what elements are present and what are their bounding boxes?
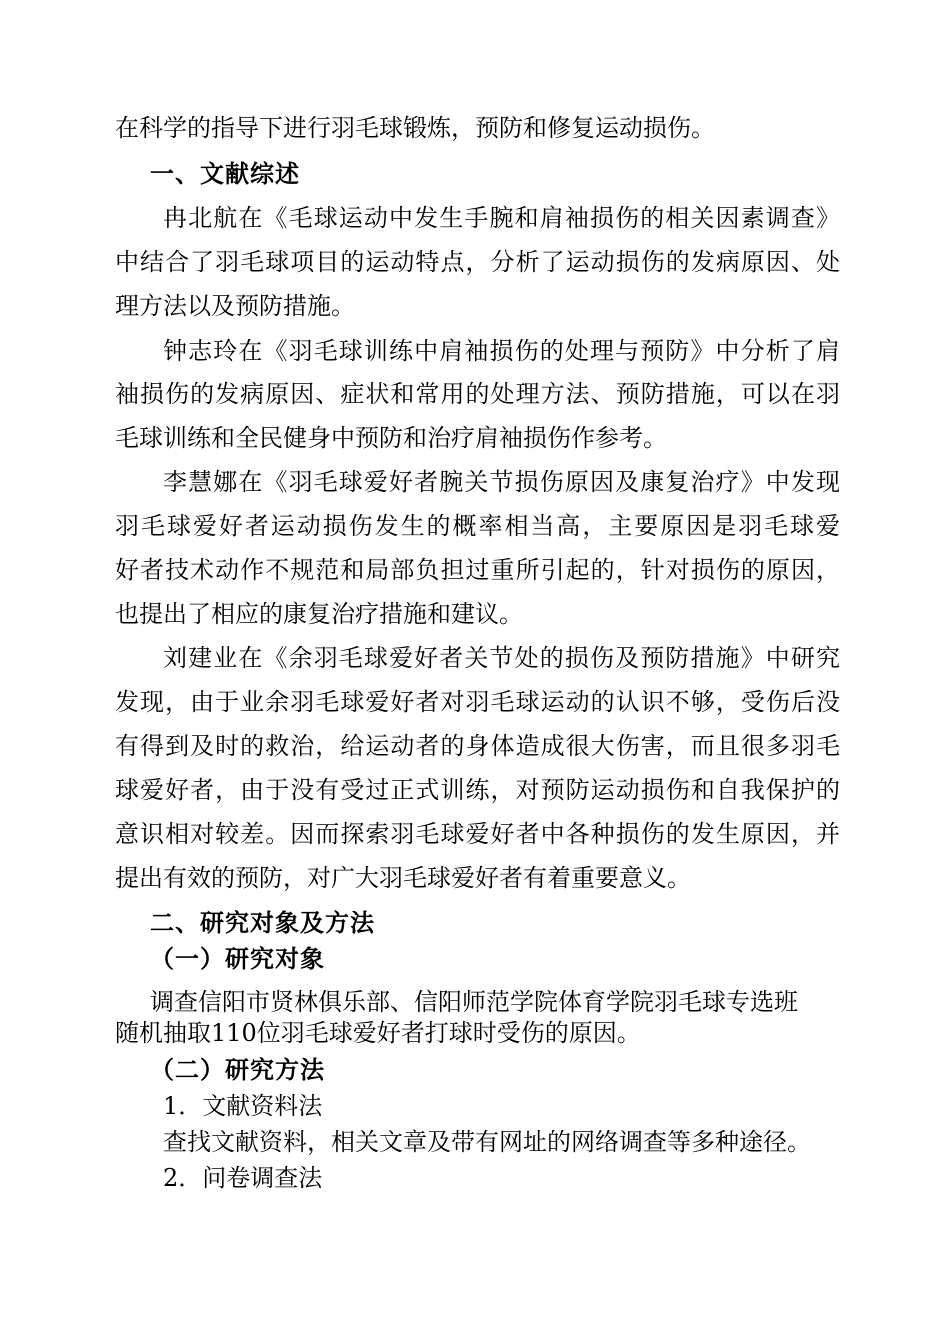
paragraph-line: 也提出了相应的康复治疗措施和建议。	[115, 600, 523, 628]
paragraph-line: 有得到及时的救治，给运动者的身体造成很大伤害，而且很多羽毛	[115, 732, 840, 760]
paragraph-line: 李慧娜在《羽毛球爱好者腕关节损伤原因及康复治疗》中发现	[163, 468, 840, 496]
subheading-research-method: （二）研究方法	[150, 1055, 325, 1084]
paragraph-line: 中结合了羽毛球项目的运动特点，分析了运动损伤的发病原因、处	[115, 248, 840, 276]
paragraph-line: 刘建业在《余羽毛球爱好者关节处的损伤及预防措施》中研究	[163, 644, 840, 672]
paragraph-line: 袖损伤的发病原因、症状和常用的处理方法、预防措施，可以在羽	[115, 380, 840, 408]
section-heading-objects-methods: 二、研究对象及方法	[150, 908, 375, 937]
intro-line: 在科学的指导下进行羽毛球锻炼，预防和修复运动损伤。	[115, 114, 715, 142]
subheading-research-object: （一）研究对象	[150, 944, 325, 973]
section-heading-literature-review: 一、文献综述	[150, 159, 300, 188]
paragraph-line: 理方法以及预防措施。	[115, 292, 355, 320]
paragraph-line: 羽毛球爱好者运动损伤发生的概率相当高，主要原因是羽毛球爱	[115, 512, 840, 540]
paragraph-line: 好者技术动作不规范和局部负担过重所引起的，针对损伤的原因，	[115, 556, 840, 584]
method-text-literature: 查找文献资料，相关文章及带有网址的网络调查等多种途径。	[163, 1128, 811, 1156]
research-object-line: 随机抽取110位羽毛球爱好者打球时受伤的原因。	[115, 1019, 641, 1047]
research-object-line: 调查信阳市贤林俱乐部、信阳师范学院体育学院羽毛球专选班	[150, 988, 798, 1016]
paragraph-line: 冉北航在《毛球运动中发生手腕和肩袖损伤的相关因素调查》	[163, 204, 840, 232]
paragraph-line: 意识相对较差。因而探索羽毛球爱好者中各种损伤的发生原因，并	[115, 820, 840, 848]
paragraph-line: 钟志玲在《羽毛球训练中肩袖损伤的处理与预防》中分析了肩	[163, 337, 840, 365]
paragraph-line: 毛球训练和全民健身中预防和治疗肩袖损伤作参考。	[115, 424, 667, 452]
method-title-literature: 1．文献资料法	[163, 1092, 323, 1120]
paragraph-line: 发现，由于业余羽毛球爱好者对羽毛球运动的认识不够，受伤后没	[115, 688, 840, 716]
paragraph-line: 提出有效的预防，对广大羽毛球爱好者有着重要意义。	[115, 864, 691, 892]
method-title-questionnaire: 2．问卷调查法	[163, 1164, 323, 1192]
paragraph-line: 球爱好者，由于没有受过正式训练，对预防运动损伤和自我保护的	[115, 776, 840, 804]
